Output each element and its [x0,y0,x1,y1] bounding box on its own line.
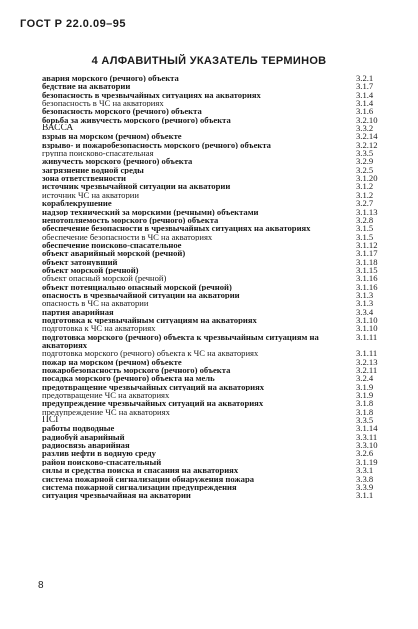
term-reference: 3.3.11 [356,431,378,442]
term-reference: 3.1.16 [356,281,378,292]
term-reference: 3.1.17 [356,248,378,259]
term-text: опасность в ЧС на акватории [42,299,149,308]
term-text: группа поисково-спасательная [42,149,154,158]
term-row [42,358,378,366]
term-reference: 3.1.6 [356,106,374,117]
term-text: опасность в чрезвычайной ситуации на акватории [42,290,240,300]
term-row [42,166,378,174]
term-row [42,483,378,491]
term-reference: 3.2.6 [356,448,374,459]
term-reference: 3.1.3 [356,298,374,309]
term-text: система пожарной сигнализации предупреждения [42,482,237,492]
term-row [42,224,378,232]
term-reference: 3.1.14 [356,423,378,434]
term-row [42,132,378,140]
term-row [42,233,378,241]
term-row [42,208,378,216]
term-reference: 3.1.10 [356,323,378,334]
term-row [42,199,378,207]
term-row [42,399,378,407]
term-text: пожаробезопасность морского (речного) объекта [42,366,231,375]
term-row [42,374,378,382]
term-row [42,116,378,124]
term-row [42,424,378,432]
term-text: объект аварийный морской (речной) [42,249,186,258]
term-row [42,475,378,483]
term-text: система пожарной сигнализации обнаружения пожара [42,474,255,483]
term-reference: 3.2.12 [356,139,378,150]
term-text: безопасность в ЧС на акваториях [42,99,164,108]
term-reference: 3.1.5 [356,231,374,242]
term-text: борьба за живучесть морского (речного) объекта [42,115,231,125]
term-text: радиосвязь аварийная [42,441,130,450]
term-text: загрязнение водной среды [42,165,144,175]
term-text: район поисково-спасательный [42,457,162,467]
term-row [42,182,378,190]
term-row [42,274,378,282]
term-reference: 3.3.5 [356,415,374,426]
term-text: непотопляемость морского (речного) объекта [42,215,219,225]
term-text: объект морской (речной) [42,265,139,275]
term-text: безопасность в чрезвычайных ситуациях на акваториях [42,90,261,100]
term-text: подготовка морского (речного) объекта к чрезвычайным ситуациям на акваториях [42,332,319,350]
term-row [42,216,378,224]
section-title: 4 АЛФАВИТНЫЙ УКАЗАТЕЛЬ ТЕРМИНОВ [91,55,327,67]
term-text: живучесть морского (речного) объекта [42,157,193,166]
term-row [42,458,378,466]
term-reference: 3.2.14 [356,131,378,142]
term-reference: 3.1.15 [356,264,378,275]
term-row [42,157,378,165]
term-reference: 3.2.13 [356,356,378,367]
term-text: объект затонувший [42,257,118,266]
term-reference: 3.2.7 [356,198,374,209]
term-text: обеспечение поисково-спасательное [42,240,182,250]
document-header: ГОСТ Р 22.0.09–95 [20,18,127,30]
term-row [42,241,378,249]
term-text: партия аварийная [42,307,114,316]
term-text: пожар на морском (речном) объекте [42,357,182,367]
term-reference: 3.3.10 [356,440,378,451]
term-reference: 3.1.20 [356,173,378,184]
term-reference: 3.3.1 [356,465,374,476]
term-reference: 3.1.8 [356,398,374,409]
term-row [42,107,378,115]
term-row [42,299,378,307]
term-row [42,174,378,182]
term-reference: 3.1.1 [356,490,374,501]
term-reference: 3.1.4 [356,89,374,100]
term-text: безопасность морского (речного) объекта [42,107,202,116]
term-text: обеспечение безопасности в чрезвычайных ситуациях на акваториях [42,224,311,233]
term-text: предупреждение чрезвычайных ситуаций на акваториях [42,399,264,408]
term-text: кораблекрушение [42,199,112,208]
term-text: подготовка к ЧС на акваториях [42,324,156,333]
term-row [42,408,378,416]
term-row [42,366,378,374]
term-text: предотвращение чрезвычайных ситуаций на акваториях [42,382,265,392]
term-row [42,74,378,82]
term-text: радиобуй аварийный [42,432,125,442]
term-text: авария морского (речного) объекта [42,74,179,83]
term-reference: 3.1.18 [356,256,378,267]
term-row [42,433,378,441]
term-text: разлив нефти в водную среду [42,449,156,458]
term-row [42,91,378,99]
term-text: обеспечение безопасности в ЧС на акваториях [42,232,213,241]
term-row [42,391,378,399]
term-text: объект потенциально опасный морской (речной) [42,282,232,291]
term-row [42,466,378,474]
term-text: посадка морского (речного) объекта на мель [42,374,215,383]
term-reference: 3.1.9 [356,381,374,392]
term-reference: 3.1.10 [356,314,378,325]
term-row [42,141,378,149]
term-row [42,266,378,274]
term-text: предупреждение ЧС на акваториях [42,407,170,417]
term-row [42,383,378,391]
term-text: бедствие на акватории [42,82,131,91]
term-reference: 3.1.16 [356,273,378,284]
term-reference: 3.3.8 [356,473,374,484]
term-reference: 3.1.8 [356,406,374,417]
term-reference: 3.2.10 [356,114,378,125]
term-reference: 3.1.12 [356,239,378,250]
term-reference: 3.1.5 [356,223,374,234]
term-row [42,124,378,132]
page-number: 8 [38,580,44,591]
term-row [42,149,378,157]
term-row [42,249,378,257]
term-reference: 3.2.5 [356,164,374,175]
term-row [42,449,378,457]
term-reference: 3.2.11 [356,365,378,376]
term-row [42,333,378,350]
term-reference: 3.2.4 [356,373,374,384]
term-row [42,82,378,90]
term-text: подготовка к чрезвычайным ситуациям на акваториях [42,315,257,325]
term-reference: 3.3.4 [356,306,374,317]
term-text: взрыво- и пожаробезопасность морского (речного) объекта [42,140,271,150]
term-reference: 3.3.2 [356,123,374,134]
term-text: предотвращение ЧС на акваториях [42,391,170,400]
term-reference: 3.1.2 [356,181,374,192]
term-text: силы и средства поиска и спасания на акваториях [42,466,239,475]
term-text: зона ответственности [42,174,126,183]
term-reference: 3.2.8 [356,214,374,225]
term-reference: 3.1.4 [356,98,374,109]
term-row [42,316,378,324]
term-reference: 3.1.13 [356,206,378,217]
term-text: подготовка морского (речного) объекта к ЧС на акваториях [42,349,259,358]
term-text: ПСГ [42,416,61,425]
term-reference: 3.2.1 [356,73,374,83]
term-text: источник ЧС на акватории [42,190,139,200]
term-row [42,283,378,291]
term-row [42,191,378,199]
term-reference: 3.3.5 [356,148,374,159]
term-text: надзор технический за морскими (речными) объектами [42,207,259,216]
term-row [42,491,378,499]
term-reference: 3.1.9 [356,390,374,401]
term-text: ВАССА [42,124,74,133]
term-text: объект опасный морской (речной) [42,274,167,283]
term-reference: 3.2.9 [356,156,374,167]
term-text: взрыв на морском (речном) объекте [42,132,182,141]
term-reference: 3.1.11 [356,348,378,359]
term-row [42,441,378,449]
term-row [42,308,378,316]
term-text: ситуация чрезвычайная на акватории [42,491,191,500]
term-index-list [42,74,378,500]
term-text: источник чрезвычайной ситуации на акватории [42,182,231,191]
term-reference: 3.1.19 [356,456,378,467]
term-reference: 3.1.2 [356,189,374,200]
term-reference: 3.1.7 [356,81,374,92]
term-row [42,349,378,357]
term-reference: 3.1.3 [356,289,374,300]
term-row [42,99,378,107]
term-reference: 3.1.11 [356,331,378,342]
term-row [42,258,378,266]
term-row [42,324,378,332]
term-row [42,291,378,299]
term-reference: 3.3.9 [356,481,374,492]
term-text: работы подводные [42,424,115,433]
term-row [42,416,378,424]
